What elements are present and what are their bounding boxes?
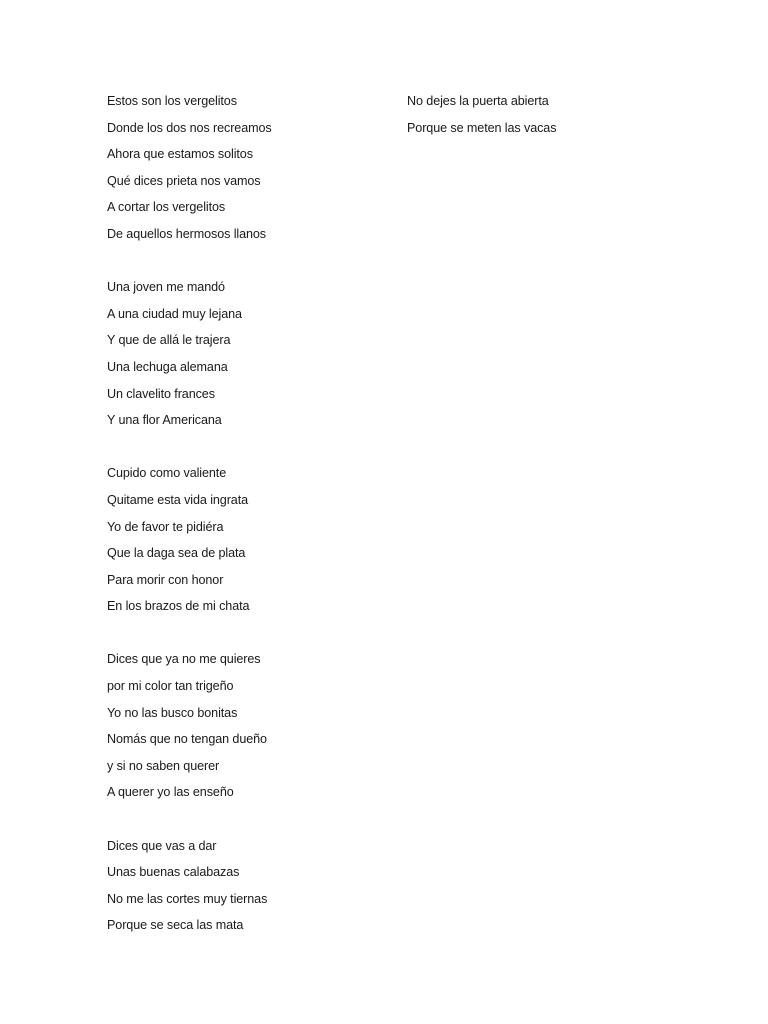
verse-line: Yo de favor te pidiéra [107,519,224,534]
verse-line: Qué dices prieta nos vamos [107,173,261,188]
verse-line: Porque se seca las mata [107,918,244,933]
verse-line: A cortar los vergelitos [107,200,226,215]
verse-line: por mi color tan trigeño [107,679,234,694]
left-column [107,88,377,966]
verse-line: Una joven me mandó [107,280,225,295]
stanza-3 [107,460,377,620]
verse-line: De aquellos hermosos llanos [107,226,267,241]
stanza-4 [107,646,377,806]
verse-line: Ahora que estamos solitos [107,147,253,162]
stanza-6 [407,88,677,141]
verse-line: Cupido como valiente [107,466,227,481]
verse-line: y si no saben querer [107,758,220,773]
verse-line: A querer yo las enseño [107,785,234,800]
verse-line: Yo no las busco bonitas [107,705,238,720]
verse-line: No me las cortes muy tiernas [107,891,268,906]
verse-line: En los brazos de mi chata [107,599,250,614]
right-column [407,88,677,168]
verse-line: Nomás que no tengan dueño [107,732,267,747]
verse-line: Quitame esta vida ingrata [107,492,249,507]
verse-line: Un clavelito frances [107,386,215,401]
verse-line: Dices que ya no me quieres [107,652,261,667]
stanza-1 [107,88,377,248]
verse-line: Dices que vas a dar [107,838,217,853]
verse-line: Para morir con honor [107,572,224,587]
verse-line: Y que de allá le trajera [107,333,231,348]
verse-line: A una ciudad muy lejana [107,306,242,321]
verse-line: No dejes la puerta abierta [407,94,549,108]
verse-line: Porque se meten las vacas [407,120,557,135]
verse-line: Y una flor Americana [107,413,222,428]
verse-line: Donde los dos nos recreamos [107,120,272,135]
stanza-2 [107,274,377,434]
verse-line: Estos son los vergelitos [107,94,237,108]
verse-line: Que la daga sea de plata [107,546,246,561]
verse-line: Unas buenas calabazas [107,865,240,880]
stanza-5 [107,833,377,939]
verse-line: Una lechuga alemana [107,359,228,374]
